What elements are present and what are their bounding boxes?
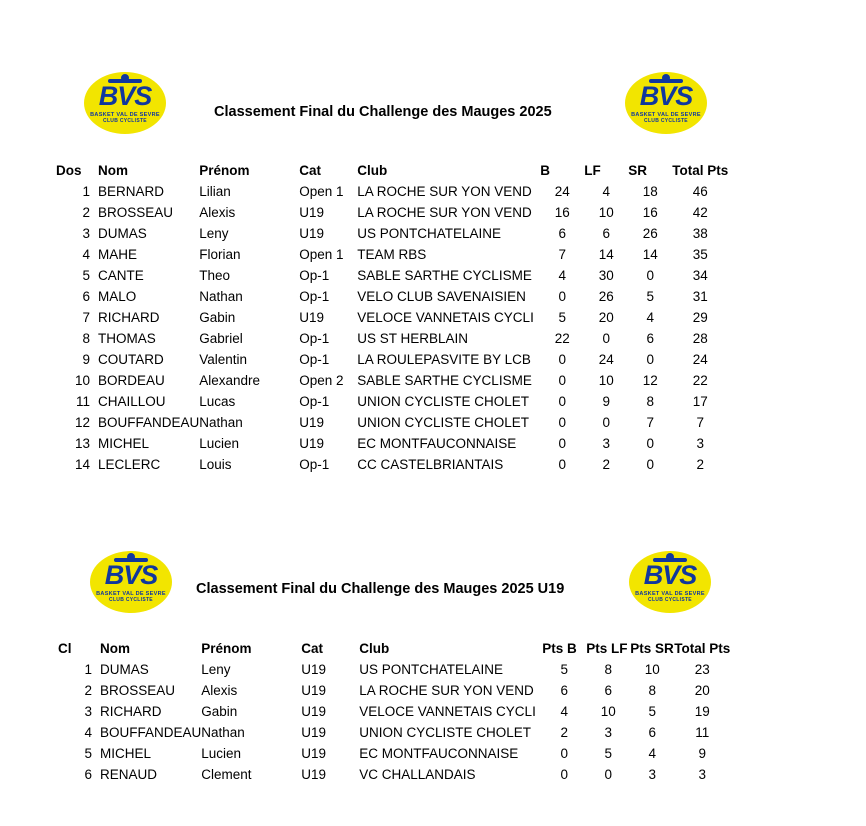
cell-b: 4 xyxy=(558,267,567,283)
cell-cat: Op-1 xyxy=(299,288,330,304)
cell-nom: BERNARD xyxy=(98,183,165,199)
bvs-logo-icon xyxy=(84,72,166,134)
cell-total: 38 xyxy=(692,225,708,241)
cell-pts-lf: 5 xyxy=(604,745,613,761)
cell-total: 11 xyxy=(695,724,710,740)
cell-sr: 8 xyxy=(646,393,655,409)
cell-lf: 3 xyxy=(602,435,611,451)
cell-lf: 4 xyxy=(602,183,611,199)
header-pts-sr: Pts SR xyxy=(630,641,674,656)
cell-club: VELO CLUB SAVENAISIEN xyxy=(357,288,526,304)
cell-club: EC MONTFAUCONNAISE xyxy=(359,745,519,761)
cell-sr: 5 xyxy=(646,288,655,304)
cell-pos: 4 xyxy=(82,246,90,262)
cell-pts-lf: 6 xyxy=(604,682,613,698)
cell-nom: RICHARD xyxy=(100,703,162,719)
cell-sr: 7 xyxy=(646,414,655,430)
cell-pos: 3 xyxy=(82,225,90,241)
cell-b: 0 xyxy=(558,372,567,388)
logo-text: BVS xyxy=(98,81,152,111)
cell-prenom: Theo xyxy=(199,267,231,283)
cell-b: 0 xyxy=(558,435,567,451)
table-row xyxy=(56,349,728,370)
cell-nom: BOUFFANDEAU xyxy=(100,724,202,740)
cell-sr: 26 xyxy=(642,225,658,241)
cell-total: 19 xyxy=(694,703,710,719)
table-row xyxy=(58,659,730,680)
table-header-row xyxy=(58,641,730,659)
cell-pos: 13 xyxy=(74,435,90,451)
cell-cat: U19 xyxy=(301,724,327,740)
cell-nom: RICHARD xyxy=(98,309,160,325)
cell-total: 34 xyxy=(692,267,708,283)
table-row xyxy=(58,743,730,764)
cell-prenom: Gabriel xyxy=(199,330,243,346)
cell-sr: 14 xyxy=(642,246,658,262)
cell-total: 9 xyxy=(698,745,707,761)
cell-pts-sr: 10 xyxy=(644,661,660,677)
cell-b: 6 xyxy=(558,225,567,241)
cell-total: 23 xyxy=(694,661,710,677)
cell-nom: RENAUD xyxy=(100,766,158,782)
table-row xyxy=(56,223,728,244)
header-nom: Nom xyxy=(100,641,130,656)
cell-cat: U19 xyxy=(301,661,327,677)
cell-total: 3 xyxy=(696,435,705,451)
cell-pts-lf: 0 xyxy=(604,766,613,782)
cell-pts-b: 0 xyxy=(560,745,569,761)
cell-b: 24 xyxy=(554,183,570,199)
cell-prenom: Alexis xyxy=(199,204,236,220)
cell-club: VC CHALLANDAIS xyxy=(359,766,476,782)
cell-club: CC CASTELBRIANTAIS xyxy=(357,456,504,472)
cell-pos: 8 xyxy=(82,330,90,346)
cell-prenom: Nathan xyxy=(199,414,243,430)
cell-club: US PONTCHATELAINE xyxy=(359,661,504,677)
cell-nom: THOMAS xyxy=(98,330,156,346)
cell-pts-sr: 8 xyxy=(648,682,657,698)
cell-total: 28 xyxy=(692,330,708,346)
logo-subtext-line1: BASKET VAL DE SEVRE xyxy=(90,112,160,118)
table-row xyxy=(56,454,728,475)
header-b: B xyxy=(540,163,551,178)
cell-nom: BORDEAU xyxy=(98,372,165,388)
cell-pos: 12 xyxy=(74,414,90,430)
cell-pts-sr: 5 xyxy=(648,703,657,719)
header-sr: SR xyxy=(628,163,648,178)
header-club: Club xyxy=(359,641,390,656)
cell-club: TEAM RBS xyxy=(357,246,427,262)
table-row xyxy=(56,244,728,265)
table-row xyxy=(58,722,730,743)
header-cat: Cat xyxy=(301,641,324,656)
cell-cat: Op-1 xyxy=(299,456,330,472)
logo-subtext-line1: BASKET VAL DE SEVRE xyxy=(635,591,705,597)
table-row xyxy=(58,701,730,722)
header-total: Total Pts xyxy=(674,641,731,656)
cell-b: 0 xyxy=(558,393,567,409)
bvs-logo-icon-right xyxy=(625,72,707,134)
cell-b: 0 xyxy=(558,414,567,430)
cell-cat: U19 xyxy=(301,682,327,698)
cell-prenom: Gabin xyxy=(199,309,236,325)
cell-club: US PONTCHATELAINE xyxy=(357,225,502,241)
cell-club: EC MONTFAUCONNAISE xyxy=(357,435,517,451)
cell-cat: U19 xyxy=(301,703,327,719)
header-cat: Cat xyxy=(299,163,322,178)
cell-club: US ST HERBLAIN xyxy=(357,330,469,346)
cell-cat: U19 xyxy=(299,309,325,325)
cell-cat: Open 1 xyxy=(299,246,344,262)
cell-b: 0 xyxy=(558,456,567,472)
cell-pos: 3 xyxy=(84,703,92,719)
cell-pts-b: 5 xyxy=(560,661,569,677)
header-club: Club xyxy=(357,163,388,178)
cell-lf: 14 xyxy=(598,246,614,262)
cell-total: 22 xyxy=(692,372,708,388)
cell-pos: 2 xyxy=(84,682,92,698)
header-prenom: Prénom xyxy=(199,163,250,178)
cell-lf: 2 xyxy=(602,456,611,472)
header-prenom: Prénom xyxy=(201,641,252,656)
cell-nom: COUTARD xyxy=(98,351,164,367)
cell-prenom: Florian xyxy=(199,246,241,262)
cell-pts-sr: 6 xyxy=(648,724,657,740)
cell-pts-b: 2 xyxy=(560,724,569,740)
cell-pos: 5 xyxy=(82,267,90,283)
cell-lf: 24 xyxy=(598,351,614,367)
table-row xyxy=(56,286,728,307)
table-row xyxy=(56,412,728,433)
cell-nom: MAHE xyxy=(98,246,138,262)
cell-pos: 14 xyxy=(74,456,90,472)
cell-nom: MICHEL xyxy=(98,435,150,451)
cell-prenom: Lucas xyxy=(199,393,236,409)
table-row xyxy=(58,764,730,785)
logo-subtext-line2: CLUB CYCLISTE xyxy=(648,597,692,603)
classement-general-table xyxy=(56,163,728,475)
cell-lf: 0 xyxy=(602,414,611,430)
cell-total: 2 xyxy=(696,456,705,472)
cell-pts-sr: 4 xyxy=(648,745,657,761)
cell-pos: 6 xyxy=(84,766,92,782)
cell-sr: 0 xyxy=(646,351,655,367)
cell-lf: 30 xyxy=(598,267,614,283)
cell-club: UNION CYCLISTE CHOLET xyxy=(357,393,530,409)
cell-lf: 10 xyxy=(598,372,614,388)
cell-pos: 1 xyxy=(82,183,90,199)
cell-prenom: Clement xyxy=(201,766,252,782)
logo-text: BVS xyxy=(643,560,697,590)
cell-prenom: Lilian xyxy=(199,183,231,199)
table-row xyxy=(56,202,728,223)
cell-pos: 1 xyxy=(84,661,92,677)
section2-title: Classement Final du Challenge des Mauges 2025 U19 xyxy=(196,581,565,597)
cell-sr: 0 xyxy=(646,267,655,283)
cell-nom: BROSSEAU xyxy=(98,204,174,220)
table-row xyxy=(58,680,730,701)
cell-pos: 10 xyxy=(74,372,90,388)
classement-u19-table xyxy=(58,641,730,785)
cell-club: LA ROULEPASVITE BY LCB xyxy=(357,351,531,367)
header-pts-b: Pts B xyxy=(542,641,577,656)
table-row xyxy=(56,328,728,349)
cell-club: LA ROCHE SUR YON VEND xyxy=(359,682,534,698)
cell-pos: 11 xyxy=(75,393,90,409)
cell-total: 29 xyxy=(692,309,708,325)
logo-text: BVS xyxy=(104,560,158,590)
cell-club: VELOCE VANNETAIS CYCLI xyxy=(357,309,534,325)
cell-pts-b: 0 xyxy=(560,766,569,782)
cell-club: UNION CYCLISTE CHOLET xyxy=(359,724,532,740)
cell-nom: MALO xyxy=(98,288,137,304)
cell-cat: Op-1 xyxy=(299,330,330,346)
cell-pts-sr: 3 xyxy=(648,766,657,782)
header-lf: LF xyxy=(584,163,601,178)
cell-cat: U19 xyxy=(299,414,325,430)
cell-club: SABLE SARTHE CYCLISME xyxy=(357,267,532,283)
cell-prenom: Lucien xyxy=(201,745,242,761)
table-row xyxy=(56,391,728,412)
cell-pos: 5 xyxy=(84,745,92,761)
cell-nom: CHAILLOU xyxy=(98,393,166,409)
cell-pos: 7 xyxy=(82,309,90,325)
header-nom: Nom xyxy=(98,163,128,178)
cell-sr: 12 xyxy=(642,372,658,388)
cell-nom: BROSSEAU xyxy=(100,682,176,698)
cell-total: 24 xyxy=(692,351,708,367)
cell-pts-lf: 10 xyxy=(600,703,616,719)
cell-pts-b: 4 xyxy=(560,703,569,719)
cell-lf: 6 xyxy=(602,225,611,241)
cell-club: SABLE SARTHE CYCLISME xyxy=(357,372,532,388)
cell-sr: 0 xyxy=(646,435,655,451)
cell-cat: U19 xyxy=(301,745,327,761)
cell-nom: LECLERC xyxy=(98,456,161,472)
table-row xyxy=(56,265,728,286)
cell-lf: 0 xyxy=(602,330,611,346)
cell-total: 7 xyxy=(696,414,705,430)
cell-lf: 10 xyxy=(598,204,614,220)
cell-cat: Op-1 xyxy=(299,267,330,283)
cell-b: 5 xyxy=(558,309,567,325)
logo-subtext-line2: CLUB CYCLISTE xyxy=(109,597,153,603)
cell-cat: U19 xyxy=(299,435,325,451)
cell-total: 31 xyxy=(692,288,708,304)
logo-subtext-line1: BASKET VAL DE SEVRE xyxy=(631,112,701,118)
cell-sr: 16 xyxy=(642,204,658,220)
cell-total: 3 xyxy=(698,766,707,782)
cell-nom: BOUFFANDEAU xyxy=(98,414,200,430)
cell-cat: Open 2 xyxy=(299,372,344,388)
cell-pos: 2 xyxy=(82,204,90,220)
header-cl: Cl xyxy=(58,641,72,656)
table-row xyxy=(56,181,728,202)
header-dos: Dos xyxy=(56,163,82,178)
cell-total: 42 xyxy=(692,204,708,220)
cell-pos: 9 xyxy=(82,351,90,367)
cell-prenom: Nathan xyxy=(201,724,245,740)
cell-total: 20 xyxy=(694,682,710,698)
header-total: Total Pts xyxy=(672,163,729,178)
cell-b: 22 xyxy=(554,330,570,346)
cell-sr: 0 xyxy=(646,456,655,472)
cell-b: 16 xyxy=(554,204,570,220)
cell-club: VELOCE VANNETAIS CYCLI xyxy=(359,703,536,719)
cell-prenom: Nathan xyxy=(199,288,243,304)
cell-cat: Open 1 xyxy=(299,183,344,199)
cell-club: UNION CYCLISTE CHOLET xyxy=(357,414,530,430)
cell-pos: 6 xyxy=(82,288,90,304)
cell-pts-lf: 3 xyxy=(604,724,613,740)
cell-sr: 6 xyxy=(646,330,655,346)
cell-pts-lf: 8 xyxy=(604,661,613,677)
cell-total: 35 xyxy=(692,246,708,262)
logo-subtext-line2: CLUB CYCLISTE xyxy=(103,118,147,124)
bvs-logo-icon-2-right xyxy=(629,551,711,613)
cell-nom: DUMAS xyxy=(98,225,147,241)
cell-prenom: Lucien xyxy=(199,435,240,451)
cell-b: 0 xyxy=(558,288,567,304)
cell-total: 46 xyxy=(692,183,708,199)
cell-nom: CANTE xyxy=(98,267,144,283)
table-row xyxy=(56,370,728,391)
logo-text: BVS xyxy=(639,81,693,111)
cell-b: 7 xyxy=(558,246,567,262)
cell-cat: U19 xyxy=(301,766,327,782)
cell-lf: 26 xyxy=(598,288,614,304)
cell-sr: 4 xyxy=(646,309,655,325)
table-header-row xyxy=(56,163,728,181)
table-row xyxy=(56,307,728,328)
cell-prenom: Leny xyxy=(201,661,231,677)
cell-cat: U19 xyxy=(299,204,325,220)
header-pts-lf: Pts LF xyxy=(586,641,628,656)
cell-lf: 9 xyxy=(602,393,611,409)
cell-cat: Op-1 xyxy=(299,393,330,409)
cell-total: 17 xyxy=(692,393,708,409)
cell-lf: 20 xyxy=(598,309,614,325)
cell-b: 0 xyxy=(558,351,567,367)
cell-club: LA ROCHE SUR YON VEND xyxy=(357,183,532,199)
table-row xyxy=(56,433,728,454)
cell-prenom: Leny xyxy=(199,225,229,241)
cell-cat: U19 xyxy=(299,225,325,241)
cell-prenom: Valentin xyxy=(199,351,248,367)
cell-pts-b: 6 xyxy=(560,682,569,698)
cell-prenom: Gabin xyxy=(201,703,238,719)
cell-sr: 18 xyxy=(642,183,658,199)
section1-title: Classement Final du Challenge des Mauges 2025 xyxy=(214,104,552,120)
bvs-logo-icon-2 xyxy=(90,551,172,613)
cell-nom: MICHEL xyxy=(100,745,152,761)
logo-subtext-line1: BASKET VAL DE SEVRE xyxy=(96,591,166,597)
cell-prenom: Louis xyxy=(199,456,232,472)
cell-pos: 4 xyxy=(84,724,92,740)
cell-nom: DUMAS xyxy=(100,661,149,677)
cell-cat: Op-1 xyxy=(299,351,330,367)
cell-club: LA ROCHE SUR YON VEND xyxy=(357,204,532,220)
cell-prenom: Alexis xyxy=(201,682,238,698)
logo-subtext-line2: CLUB CYCLISTE xyxy=(644,118,688,124)
cell-prenom: Alexandre xyxy=(199,372,261,388)
